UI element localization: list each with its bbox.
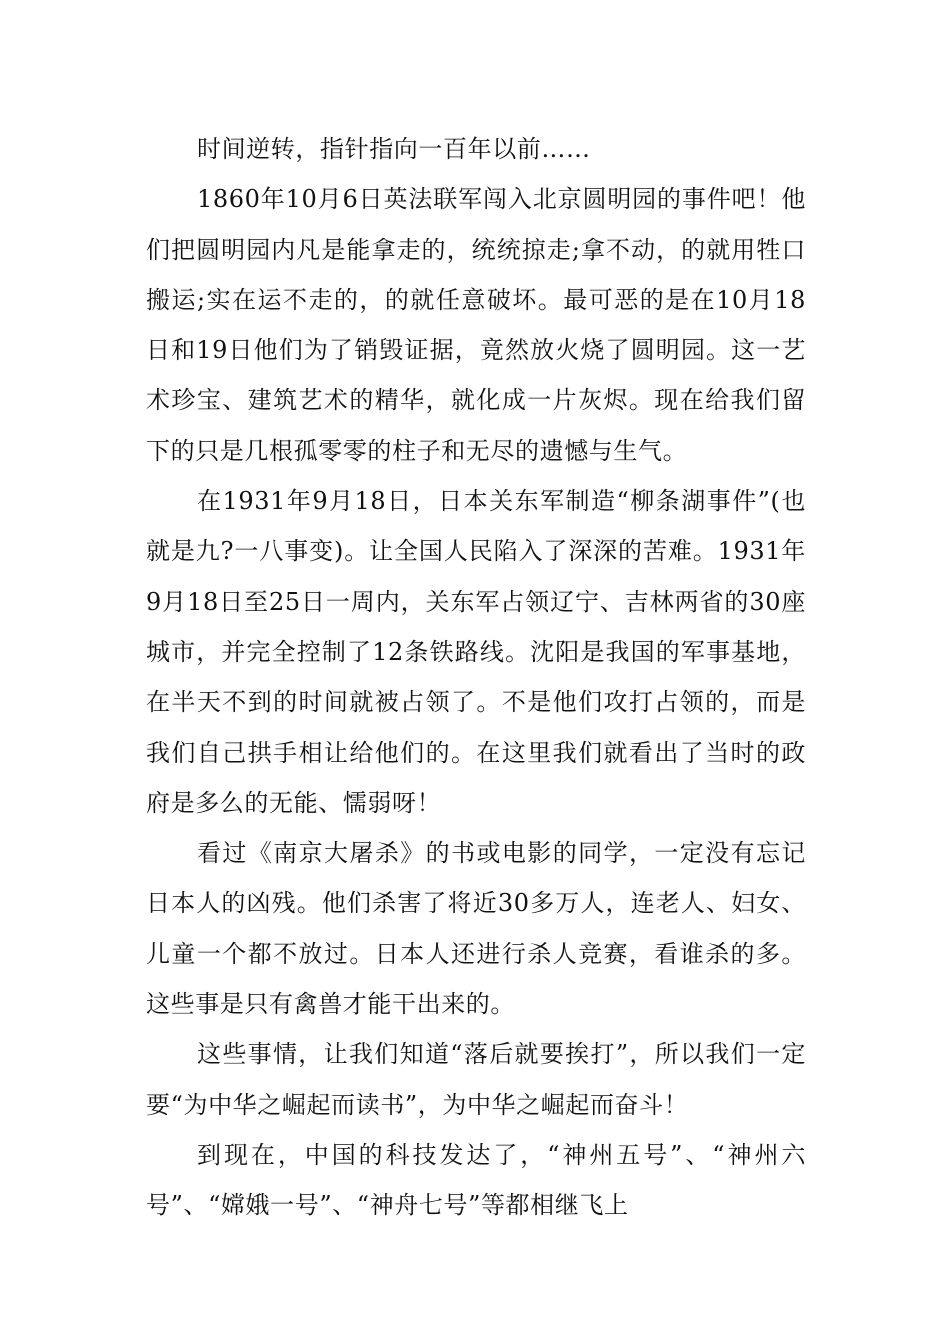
essay-body (146, 124, 806, 1231)
paragraph-yuanmingyuan: 1860年10月6日英法联军闯入北京圆明园的事件吧！他们把圆明园内凡是能拿走的，统统掠走;拿不动，的就用牲口搬运;实在运不走的，的就任意破坏。最可恶的是在10月18日和19日他们为了销毁证据，竟然放火烧了圆明园。这一艺术珍宝、建筑艺术的精华，就化成一片灰烬。现在给我们留下的只是几根孤零零的柱子和无尽的遗憾与生气。 (146, 185, 806, 465)
paragraph-september-18: 在1931年9月18日，日本关东军制造“柳条湖事件”(也就是九?一八事变)。让全国人民陷入了深深的苦难。1931年9月18日至25日一周内，关东军占领辽宁、吉林两省的30座城市，并完全控制了12条铁路线。沈阳是我国的军事基地，在半天不到的时间就被占领了。不是他们攻打占领的，而是我们自己拱手相让给他们的。在这里我们就看出了当时的政府是多么的无能、懦弱呀！ (146, 487, 806, 817)
paragraph-lesson: 这些事情，让我们知道“落后就要挨打”，所以我们一定要“为中华之崛起而读书”，为中华之崛起而奋斗！ (146, 1040, 806, 1119)
paragraph-intro: 时间逆转，指针指向一百年以前…… (197, 135, 591, 163)
paragraph-technology: 到现在，中国的科技发达了，“神州五号”、“神州六号”、“嫦娥一号”、“神舟七号”等都相继飞上 (146, 1140, 806, 1220)
paragraph-nanjing: 看过《南京大屠杀》的书或电影的同学，一定没有忘记日本人的凶残。他们杀害了将近30多万人，连老人、妇女、儿童一个都不放过。日本人还进行杀人竞赛，看谁杀的多。这些事是只有禽兽才能干出来的。 (146, 839, 806, 1019)
